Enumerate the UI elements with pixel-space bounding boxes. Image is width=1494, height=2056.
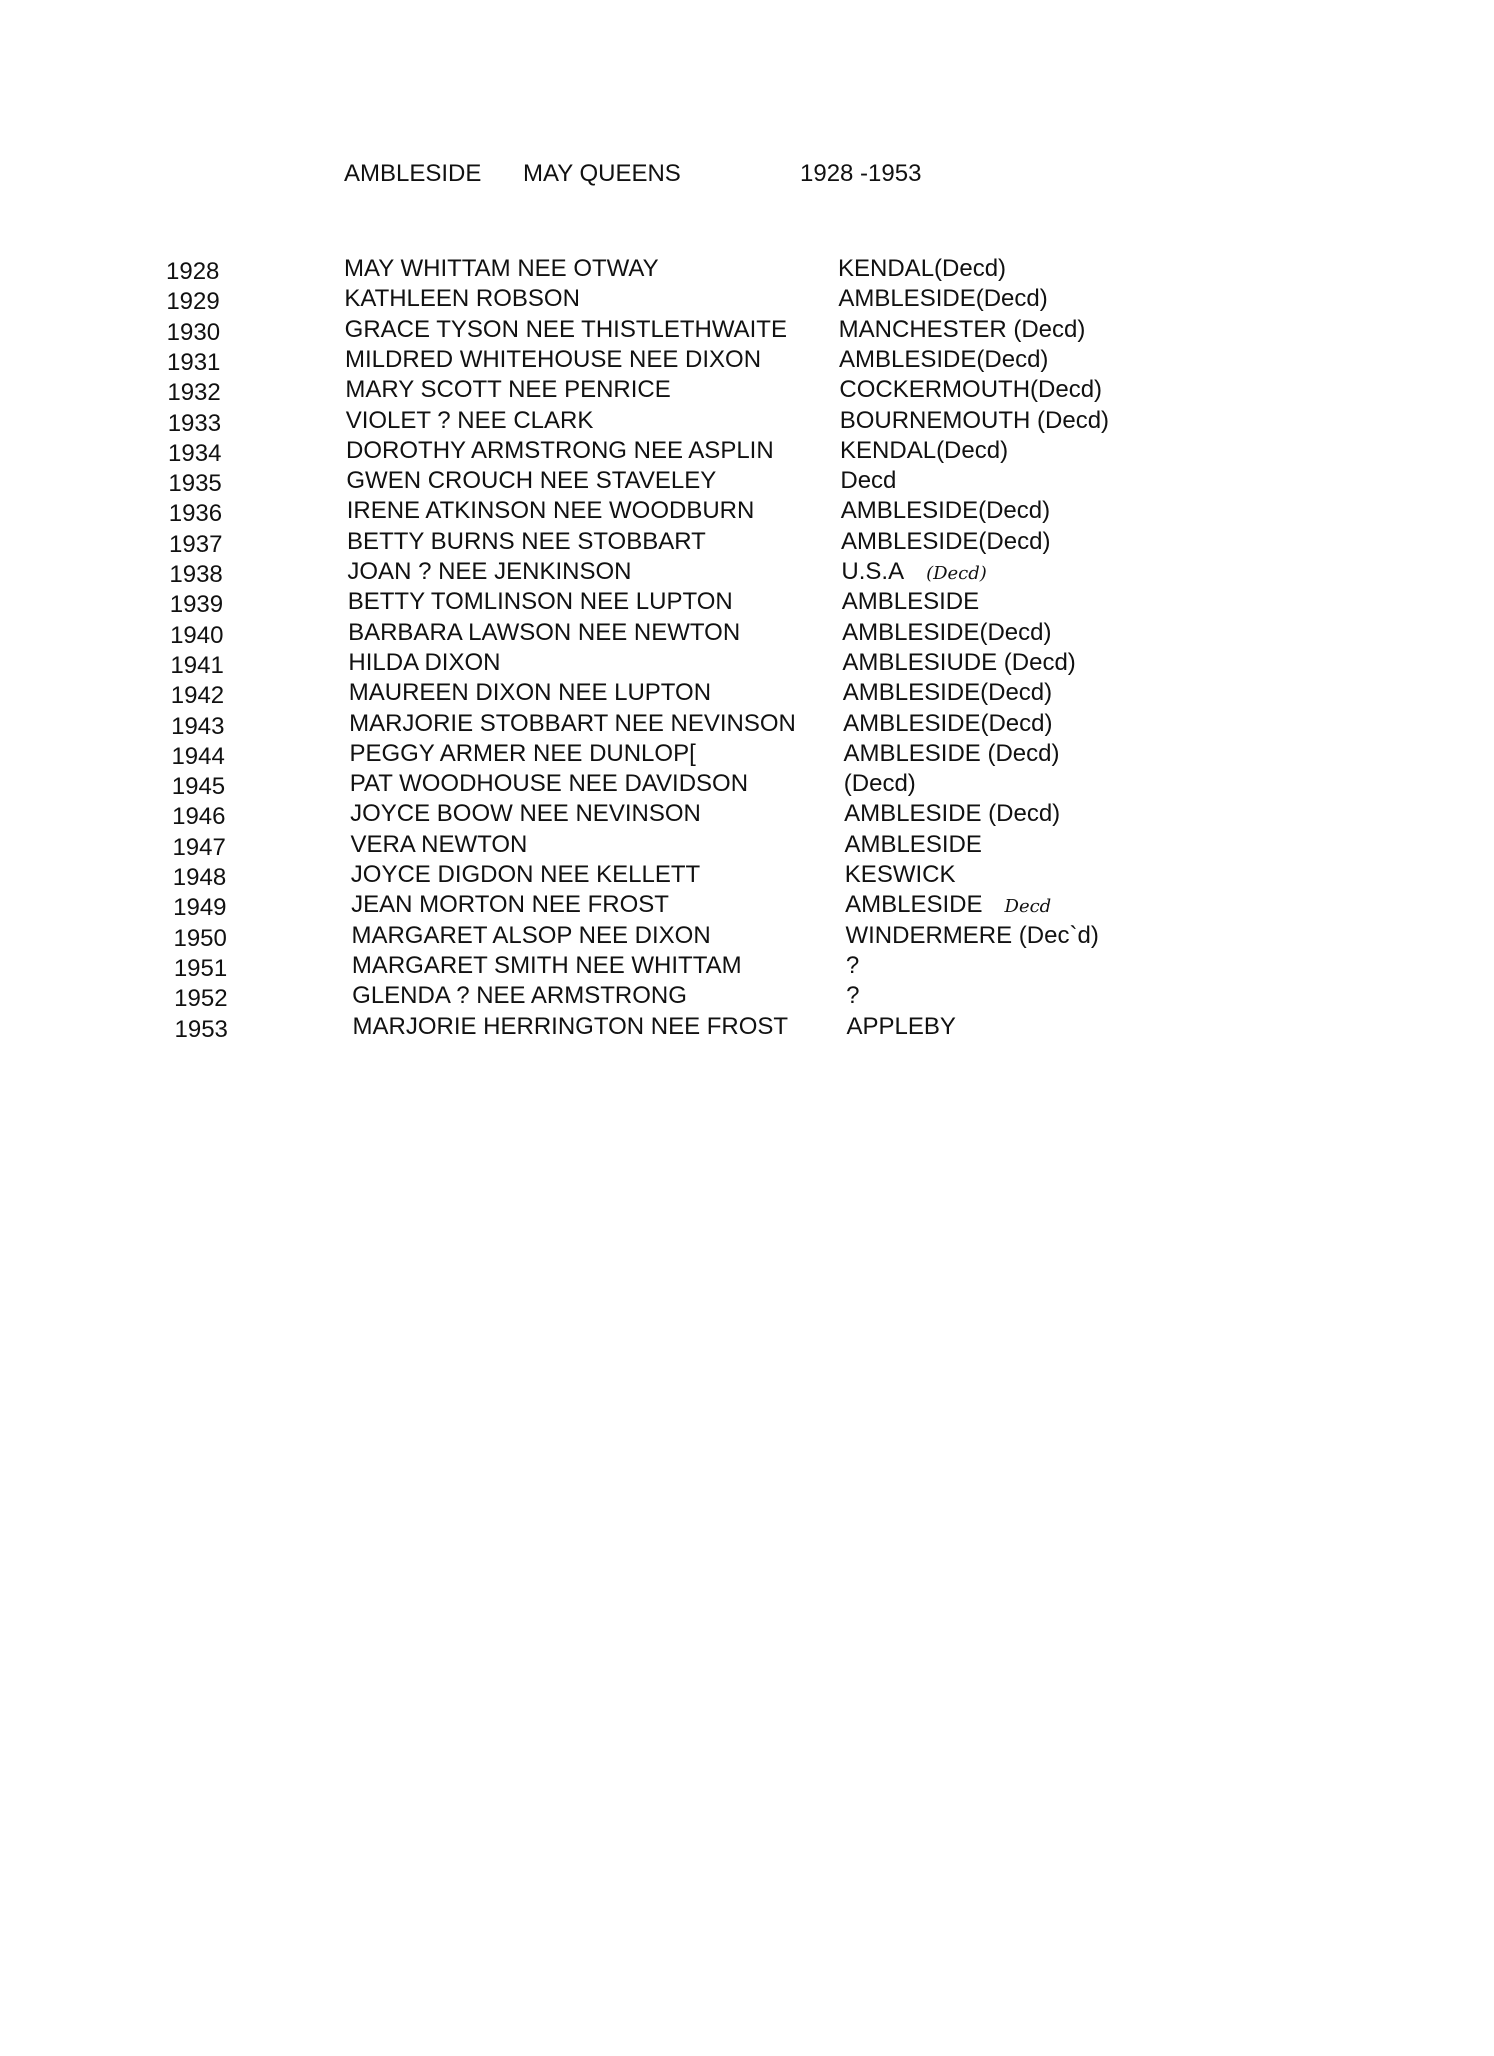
list-row	[0, 952, 1200, 982]
list-row	[0, 891, 1200, 921]
row-place	[840, 437, 1008, 465]
list-row	[0, 679, 1200, 709]
row-place	[846, 952, 859, 980]
row-name: JOAN ? NEE JENKINSON	[347, 558, 632, 585]
row-year: 1934	[168, 439, 222, 467]
list-row	[0, 255, 1200, 285]
list-row	[0, 649, 1200, 679]
row-year: 1931	[167, 348, 221, 376]
row-place-text: AMBLESIDE(Decd)	[839, 345, 1049, 373]
row-place-text: AMBLESIDE(Decd)	[841, 527, 1051, 555]
row-year: 1948	[172, 864, 227, 891]
row-place-text: MANCHESTER (Decd)	[838, 315, 1086, 343]
row-name: JOYCE BOOW NEE NEVINSON	[350, 800, 701, 828]
list-row	[0, 770, 1200, 800]
row-place	[838, 255, 1006, 283]
row-place	[845, 891, 1051, 919]
row-year: 1947	[172, 833, 226, 861]
row-name: GRACE TYSON NEE THISTLETHWAITE	[344, 315, 787, 343]
row-place-text: KENDAL(Decd)	[838, 255, 1007, 282]
list-row	[0, 316, 1200, 346]
row-year: 1945	[171, 773, 226, 801]
row-name: PAT WOODHOUSE NEE DAVIDSON	[349, 770, 749, 798]
row-name: IRENE ATKINSON NEE WOODBURN	[346, 497, 755, 525]
row-place	[842, 588, 979, 616]
list-row	[0, 558, 1200, 588]
row-place	[842, 649, 1075, 677]
list-row	[0, 710, 1200, 740]
row-place	[845, 861, 956, 889]
row-place-text: AMBLESIDE(Decd)	[842, 679, 1053, 707]
header-place: AMBLESIDE	[344, 160, 482, 187]
row-place-text: ?	[846, 982, 860, 1010]
list-row	[0, 437, 1200, 467]
list-row	[0, 407, 1200, 437]
row-place-text: Decd	[840, 467, 897, 495]
row-place	[841, 528, 1050, 556]
list-row	[0, 619, 1200, 649]
list-row	[0, 740, 1200, 770]
row-name: MARGARET ALSOP NEE DIXON	[351, 921, 711, 949]
row-place	[841, 497, 1050, 525]
row-year: 1936	[168, 500, 223, 528]
row-place-text: ?	[845, 951, 860, 979]
row-place	[839, 346, 1048, 374]
row-name: VERA NEWTON	[350, 830, 528, 858]
row-year: 1928	[166, 258, 220, 285]
row-place-text: WINDERMERE (Dec`d)	[845, 921, 1099, 949]
row-year: 1932	[167, 379, 221, 407]
row-place	[843, 679, 1052, 707]
row-place-text: KESWICK	[844, 861, 956, 888]
row-place-text: APPLEBY	[846, 1012, 956, 1040]
row-place-text: COCKERMOUTH(Decd)	[839, 376, 1103, 404]
list-row	[0, 467, 1200, 497]
row-year: 1933	[167, 409, 222, 437]
row-place-text: BOURNEMOUTH (Decd)	[839, 406, 1110, 434]
row-year: 1929	[166, 288, 220, 316]
row-place-text: AMBLESIDE (Decd)	[843, 739, 1060, 767]
row-name: MARJORIE HERRINGTON NEE FROST	[352, 1012, 789, 1040]
row-year: 1944	[171, 742, 225, 770]
list-row	[0, 982, 1200, 1012]
row-year: 1940	[170, 621, 224, 649]
row-name: JOYCE DIGDON NEE KELLETT	[350, 861, 701, 888]
list-row	[0, 497, 1200, 527]
row-place	[844, 800, 1060, 828]
list-row	[0, 861, 1200, 891]
row-place-text: AMBLESIDE(Decd)	[842, 618, 1052, 646]
row-year: 1953	[174, 1015, 228, 1043]
row-name: BETTY BURNS NEE STOBBART	[347, 527, 706, 555]
row-year: 1943	[171, 712, 225, 740]
row-name: GWEN CROUCH NEE STAVELEY	[346, 467, 717, 495]
row-year: 1952	[174, 985, 228, 1013]
list-row	[0, 800, 1200, 830]
row-place	[840, 467, 896, 495]
row-place	[838, 285, 1047, 313]
row-name: MARY SCOTT NEE PENRICE	[345, 376, 671, 404]
row-place-text: AMBLESIDE	[845, 891, 983, 919]
row-name: MAY WHITTAM NEE OTWAY	[344, 255, 659, 282]
row-place	[847, 1013, 956, 1041]
header-title: MAY QUEENS	[523, 160, 681, 187]
row-place-text: AMBLESIUDE (Decd)	[842, 648, 1076, 676]
list-row	[0, 528, 1200, 558]
row-name: BARBARA LAWSON NEE NEWTON	[348, 618, 741, 646]
list-row	[0, 831, 1200, 861]
row-name: BETTY TOMLINSON NEE LUPTON	[347, 588, 733, 616]
row-place	[843, 710, 1052, 738]
row-place-text: KENDAL(Decd)	[840, 436, 1009, 464]
row-place	[844, 770, 916, 798]
row-name: MARJORIE STOBBART NEE NEVINSON	[349, 709, 796, 737]
row-year: 1946	[172, 803, 226, 831]
row-name: JEAN MORTON NEE FROST	[351, 891, 669, 919]
row-year: 1950	[173, 924, 227, 952]
row-name: VIOLET ? NEE CLARK	[345, 406, 594, 434]
handwritten-note: (Decd)	[926, 563, 987, 584]
row-place	[845, 922, 1098, 950]
row-place-text: U.S.A	[841, 558, 905, 585]
row-name: KATHLEEN ROBSON	[344, 285, 580, 313]
list-row	[0, 346, 1200, 376]
row-year: 1941	[170, 651, 224, 679]
row-place	[839, 376, 1102, 404]
row-name: GLENDA ? NEE ARMSTRONG	[352, 982, 687, 1010]
row-place	[840, 407, 1109, 435]
row-year: 1951	[173, 954, 228, 982]
row-year: 1939	[169, 591, 224, 619]
row-place	[839, 316, 1086, 344]
header-year-range: 1928 -1953	[800, 160, 922, 187]
list-row	[0, 285, 1200, 315]
row-place-text: AMBLESIDE (Decd)	[844, 800, 1061, 828]
row-name: MILDRED WHITEHOUSE NEE DIXON	[345, 345, 762, 373]
row-place	[846, 982, 859, 1010]
row-name: MAUREEN DIXON NEE LUPTON	[348, 679, 712, 707]
row-year: 1935	[168, 470, 222, 498]
row-place-text: (Decd)	[843, 770, 916, 798]
row-place	[842, 619, 1051, 647]
row-place-text: AMBLESIDE(Decd)	[838, 285, 1048, 313]
row-year: 1937	[169, 530, 223, 558]
row-year: 1930	[166, 318, 221, 346]
row-year: 1942	[170, 682, 225, 710]
row-year: 1949	[173, 894, 227, 922]
row-name: DOROTHY ARMSTRONG NEE ASPLIN	[346, 436, 774, 464]
row-place-text: AMBLESIDE	[841, 588, 980, 616]
handwritten-note: Decd	[1004, 896, 1052, 918]
row-name: HILDA DIXON	[348, 648, 501, 676]
row-name: PEGGY ARMER NEE DUNLOP[	[349, 739, 696, 767]
row-year: 1938	[169, 561, 223, 588]
list-row	[0, 588, 1200, 618]
row-place-text: AMBLESIDE	[844, 830, 982, 858]
row-place	[841, 558, 986, 586]
list-row	[0, 376, 1200, 406]
list-row	[0, 922, 1200, 952]
row-name: MARGARET SMITH NEE WHITTAM	[351, 951, 742, 979]
row-place	[844, 831, 981, 859]
row-place-text: AMBLESIDE(Decd)	[840, 497, 1051, 525]
row-place	[843, 740, 1059, 768]
row-place-text: AMBLESIDE(Decd)	[843, 709, 1053, 737]
list-row	[0, 1013, 1200, 1043]
